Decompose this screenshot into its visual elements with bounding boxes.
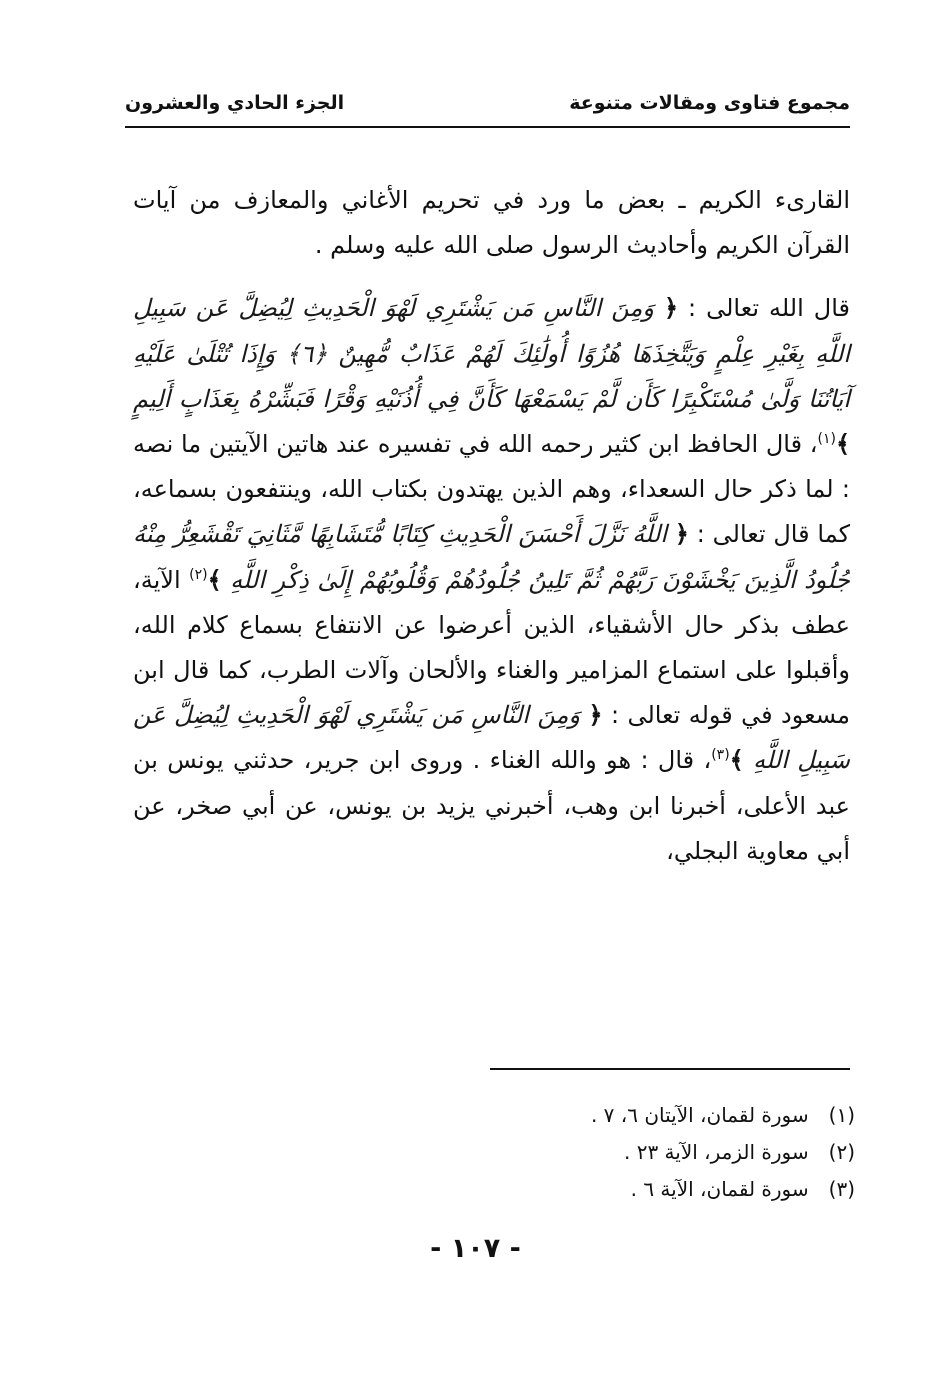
quran-quote-2: اللَّهُ نَزَّلَ أَحْسَنَ الْحَدِيثِ كِتَابًا مُّتَشَابِهًا مَّثَانِيَ تَقْشَعِرُّ مِنْهُ جُلُودُ الَّذِينَ يَخْشَوْنَ رَبَّهُمْ ثُمَّ تَلِينُ جُلُودُهُمْ وَقُلُوبُهُمْ إِلَىٰ ذِكْرِ اللَّهِ [133,520,850,594]
body-text [133,178,850,874]
running-header [125,86,850,120]
footnote-ref-1: (١) [817,431,836,448]
footnote [400,1171,855,1208]
open-bracket-ornament: ﴿ [588,701,603,730]
footnote [400,1097,855,1134]
paragraph-2 [133,286,850,874]
book-title: مجموع فتاوى ومقالات متنوعة [569,92,850,114]
close-bracket-ornament: ﴾ [207,565,222,594]
body-text-segment-2: الآية، عطف بذكر حال الأشقياء، الذين أعرضوا عن الانتفاع بسماع كلام الله، وأقبلوا على استماع المزامير والغناء والألحان وآلات الطرب، كما قال ابن مسعود في قوله تعالى : [133,565,850,730]
footnote-number: (٢) [828,1140,855,1164]
close-bracket-ornament: ﴾ [835,430,850,459]
footnote-rule [490,1068,850,1070]
paragraph-1: القارىء الكريم ـ بعض ما ورد في تحريم الأغاني والمعازف من آيات القرآن الكريم وأحاديث الرسول صلى الله عليه وسلم . [133,186,850,260]
close-bracket-ornament: ﴾ [729,746,744,775]
quran-quote-3: وَمِنَ النَّاسِ مَن يَشْتَرِي لَهْوَ الْحَدِيثِ لِيُضِلَّ عَن سَبِيلِ اللَّهِ [133,701,850,775]
page-number: - ١٠٧ - [430,1233,521,1264]
body-text-segment-1: ، قال الحافظ ابن كثير رحمه الله في تفسيره عند هاتين الآيتين ما نصه : لما ذكر حال السعداء، وهم الذين يهتدون بكتاب الله، وينتفعون بسماعه، كما قال تعالى : [133,430,850,549]
footnote-text: سورة لقمان، الآية ٦ . [630,1177,809,1201]
footnote-number: (٣) [828,1177,855,1201]
header-rule [125,126,850,128]
quran-quote-1: وَمِنَ النَّاسِ مَن يَشْتَرِي لَهْوَ الْحَدِيثِ لِيُضِلَّ عَن سَبِيلِ اللَّهِ بِغَيْرِ عِلْمٍ وَيَتَّخِذَهَا هُزُوًا أُولَٰئِكَ لَهُمْ عَذَابٌ مُّهِينٌ ﴿٦﴾ وَإِذَا تُتْلَىٰ عَلَيْهِ آيَاتُنَا وَلَّىٰ مُسْتَكْبِرًا كَأَن لَّمْ يَسْمَعْهَا كَأَنَّ فِي أُذُنَيْهِ وَقْرًا فَبَشِّرْهُ بِعَذَابٍ أَلِيمٍ [133,294,851,413]
footnote-text: سورة لقمان، الآيتان ٦، ٧ . [590,1103,809,1127]
footnote-ref-2: (٢) [189,566,208,583]
footnotes [400,1097,855,1208]
footnote-text: سورة الزمر، الآية ٢٣ . [623,1140,809,1164]
footnote-number: (١) [828,1103,855,1127]
intro-text: قال الله تعالى : [688,294,850,323]
volume-label: الجزء الحادي والعشرون [125,92,345,114]
open-bracket-ornament: ﴿ [663,294,679,323]
footnote-ref-3: (٣) [711,747,730,764]
body-text-segment-3: ، قال : هو والله الغناء . وروى ابن جرير، حدثني يونس بن عبد الأعلى، أخبرنا ابن وهب، أخبرني يزيد بن يونس، عن أبي صخر، عن أبي معاوية البجلي، [133,746,850,865]
footnote [400,1134,855,1171]
open-bracket-ornament: ﴿ [674,520,689,549]
